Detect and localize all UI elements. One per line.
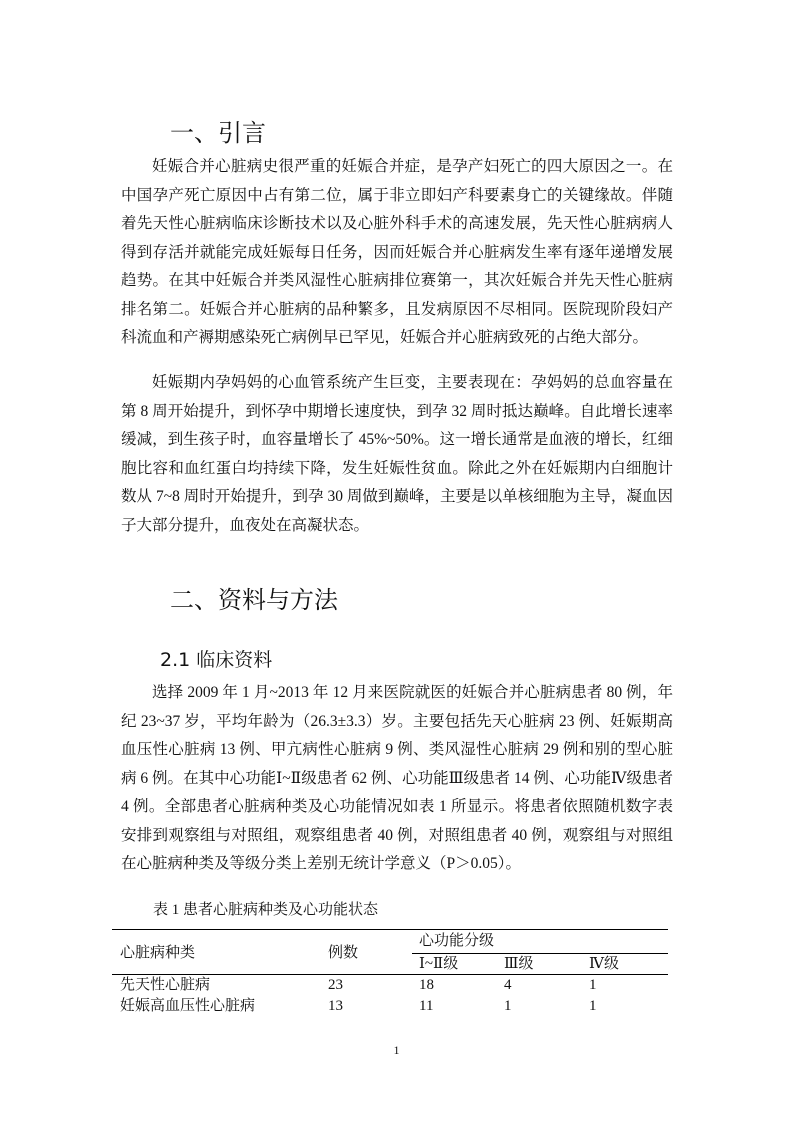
header-grade-4: Ⅳ级 [589, 956, 619, 972]
header-cardiac-function-grade: 心功能分级 [419, 933, 495, 949]
header-disease-type: 心脏病种类 [120, 945, 196, 961]
header-grade-1-2: Ⅰ~Ⅱ级 [419, 956, 459, 972]
table-row-2-grade-1-2: 11 [419, 998, 434, 1014]
page-number: 1 [393, 1043, 400, 1057]
subsection-heading-clinical-data: 2.1 临床资料 [160, 649, 273, 671]
table-top-rule [112, 929, 668, 930]
table-row-1-grade-1-2: 18 [419, 977, 434, 993]
table-row-2-type: 妊娠高血压性心脏病 [120, 998, 256, 1014]
table-row-2-grade-3: 1 [504, 998, 512, 1014]
intro-paragraph-1: 妊娠合并心脏病史很严重的妊娠合并症，是孕产妇死亡的四大原因之一。在中国孕产死亡原因中占有第二位，属于非立即妇产科要素身亡的关键缘故。伴随着先天性心脏病临床诊断技术以及心脏外科手术的高速发展，先天性心脏病病人得到存活并就能完成妊娠每日任务，因而妊娠合并心脏病发生率有逐年递增发展趋势。在其中妊娠合并类风湿性心脏病排位赛第一，其次妊娠合并先天性心脏病排名第二。妊娠合并心脏病的品种繁多，且发病原因不尽相同。医院现阶段妇产科流血和产褥期感染死亡病例早已罕见，妊娠合并心脏病致死的占绝大部分。 [121, 158, 673, 346]
table-row-1-type: 先天性心脏病 [120, 977, 211, 993]
section-heading-intro: 一、引言 [170, 119, 266, 147]
methods-paragraph: 选择 2009 年 1 月~2013 年 12 月来医院就医的妊娠合并心脏病患者 80 例，年纪 23~37 岁，平均年龄为（26.3±3.3）岁。主要包括先天心脏病 23 例、妊娠期高血压性心脏病 13 例、甲亢病性心脏病 9 例、类风湿性心脏病 29 例和别的型心脏病 6 例。在其中心功能Ⅰ~Ⅱ级患者 62 例、心功能Ⅲ级患者 14 例、心功能Ⅳ级患者 4 例。全部患者心脏病种类及心功能情况如表 1 所显示。将患者依照随机数字表安排到观察组与对照组，观察组患者 40 例，对照组患者 40 例，观察组与对照组在心脏病种类及等级分类上差别无统计学意义（P＞0.05）。 [121, 684, 673, 872]
header-case-count: 例数 [328, 945, 359, 961]
table-row-1-count: 23 [328, 977, 343, 993]
data-table [112, 929, 668, 1022]
table-caption: 表 1 患者心脏病种类及心功能状态 [153, 902, 379, 918]
section-heading-methods: 二、资料与方法 [170, 586, 338, 614]
header-grade-3: Ⅲ级 [504, 956, 534, 972]
table-row-1-grade-4: 1 [589, 977, 597, 993]
intro-paragraph-2: 妊娠期内孕妈妈的心血管系统产生巨变，主要表现在：孕妈妈的总血容量在第 8 周开始提升，到怀孕中期增长速度快，到孕 32 周时抵达巅峰。自此增长速率缓减，到生孩子时，血容量增长了 45%~50%。这一增长通常是血液的增长，红细胞比容和血红蛋白均持续下降，发生妊娠性贫血。除此之外在妊娠期内白细胞计数从 7~8 周时开始提升，到孕 30 周做到巅峰，主要是以单核细胞为主导，凝血因子大部分提升，血夜处在高凝状态。 [121, 374, 673, 534]
table-row-2-count: 13 [328, 998, 343, 1014]
table-row-1-grade-3: 4 [504, 977, 512, 993]
table-row-2-grade-4: 1 [589, 998, 597, 1014]
